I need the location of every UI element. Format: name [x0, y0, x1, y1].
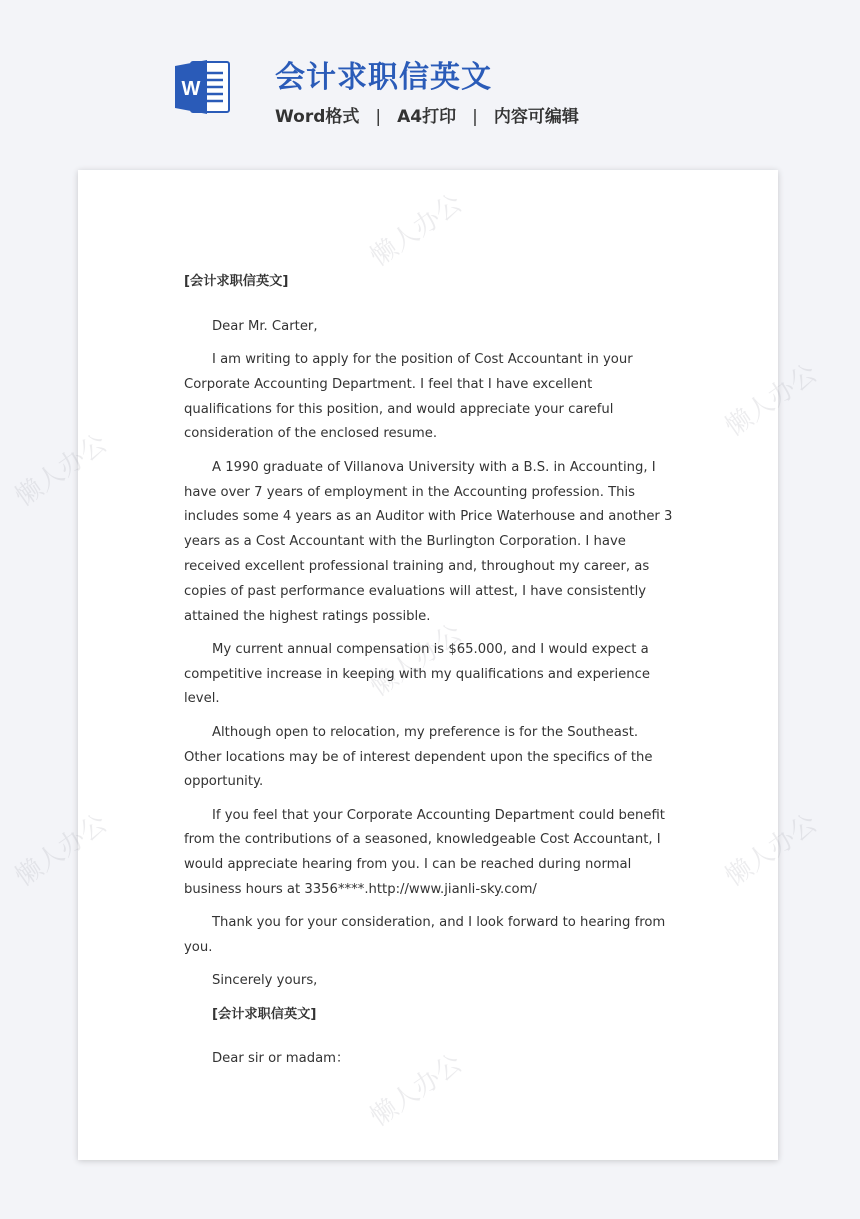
document-page — [10, 170, 823, 1160]
document-heading: [会计求职信英文] — [184, 274, 289, 289]
paragraph: Thank you for your consideration, and I look forward to hearing from you. — [184, 915, 666, 956]
watermark: 懒人办公 — [365, 618, 468, 703]
watermark: 懒人办公 — [365, 188, 468, 273]
watermark: 懒人办公 — [720, 808, 823, 893]
paragraph: My current annual compensation is $65.000, and I would expect a competitive increase in keeping with my qualifications and experience level. — [184, 641, 650, 707]
letter-body — [184, 270, 674, 1080]
second-salutation: Dear sir or madam： — [212, 1050, 350, 1066]
watermark: 懒人办公 — [720, 358, 823, 443]
header — [0, 0, 860, 160]
second-heading: [会计求职信英文] — [212, 1006, 317, 1022]
subtitle-editable: 内容可编辑 — [493, 107, 579, 127]
subtitle-print: A4打印 — [397, 107, 457, 127]
subtitle-format: Word格式 — [275, 107, 360, 127]
watermark: 懒人办公 — [10, 808, 113, 893]
subtitle-separator: | — [375, 107, 382, 127]
paragraph: If you feel that your Corporate Accounting Department could benefit from the contributions of a seasoned, knowledgeable Cost Accountant, I would appreciate hearing from you. I can be reached during normal business hours at 3356****.http://www.jianli-sky.com/ — [184, 807, 665, 898]
subtitle — [275, 102, 579, 127]
paragraph: I am writing to apply for the position of Cost Accountant in your Corporate Accounting Department. I feel that I have excellent qualifications for this position, and would appreciate your careful consideration of the enclosed resume. — [184, 352, 633, 442]
subtitle-separator: | — [472, 107, 478, 127]
salutation: Dear Mr. Carter, — [212, 318, 318, 334]
sign-off: Sincerely yours, — [212, 973, 318, 989]
word-icon-letter: W — [181, 78, 201, 100]
word-document-icon — [175, 58, 231, 116]
watermark: 懒人办公 — [10, 428, 113, 513]
paragraph: A 1990 graduate of Villanova University with a B.S. in Accounting, I have over 7 years of employment in the Accounting profession. This includes some 4 years as an Auditor with Price Waterhouse and another 3 years as a Cost Accountant with the Burlington Corporation. I have received excellent professional training and, throughout my career, as copies of past performance evaluations will attest, I have consistently attained the highest ratings possible. — [184, 459, 673, 624]
paragraph: Although open to relocation, my preference is for the Southeast. Other locations may be of interest dependent upon the specifics of the opportunity. — [184, 724, 653, 790]
page-title: 会计求职信英文 — [275, 60, 492, 95]
watermark: 懒人办公 — [365, 1048, 468, 1133]
